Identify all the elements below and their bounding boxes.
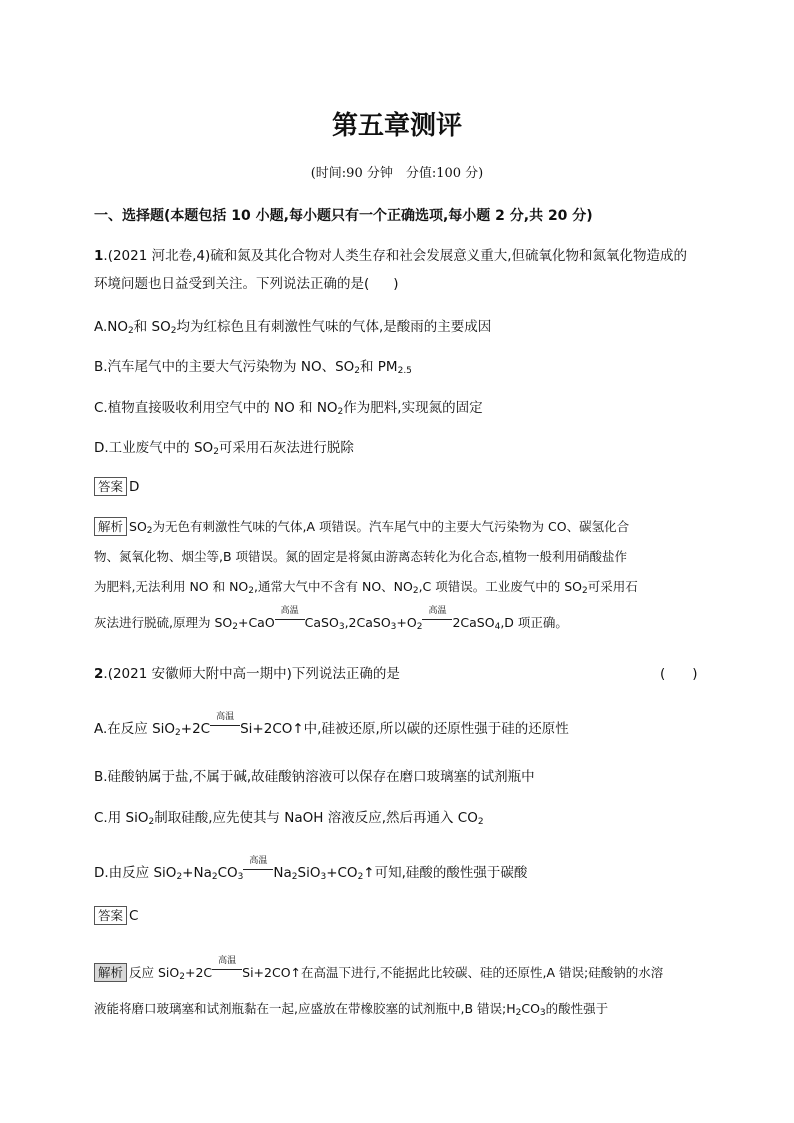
q1-option-b[interactable]: B.汽车尾气中的主要大气污染物为 NO、$SO_2$和 $PM_{2.5}$ [94, 359, 412, 376]
condition-arrow: 高温 [212, 965, 242, 977]
q2-option-a[interactable]: A.在反应 SiO$_2$+2C 高温 Si+2CO↑中,硅被还原,所以碳的还原性强于硅的还原性 [94, 712, 569, 738]
q2-analysis-line2: 液能将磨口玻璃塞和试剂瓶黏在一起,应盛放在带橡胶塞的试剂瓶中,B 错误$;H_2CO_3$的酸性强于 [94, 1001, 609, 1018]
q2-option-d[interactable]: D.由反应 $SiO_2+Na_2CO_3$ 高温 $Na_2SiO_3+CO_2↑$可知,硅酸的酸性强于碳酸 [94, 856, 528, 882]
analysis-tag: 解析 [94, 963, 127, 982]
q2-analysis-line1: 解析 反应 SiO$_2$+2C 高温 Si+2CO↑在高温下进行,不能据此比较碳、硅的还原性,A 错误;硅酸钠的水溶 [94, 963, 663, 982]
q2-answer-paren: ( ) [660, 666, 698, 682]
answer-tag: 答案 [94, 906, 127, 925]
q1-option-d[interactable]: D.工业废气中的 $SO_2$可采用石灰法进行脱除 [94, 440, 354, 457]
section-heading: 一、选择题(本题包括 10 小题,每小题只有一个正确选项,每小题 2 分,共 20 分) [94, 208, 593, 224]
q2-answer: 答案 C [94, 906, 138, 925]
q1-option-a[interactable]: $A.NO_2$和 $SO_2$均为红棕色且有刺激性气味的气体,是酸雨的主要成因 [94, 319, 492, 336]
exam-meta: (时间:90 分钟 分值:100 分) [310, 166, 484, 181]
q2-option-c[interactable]: C.用 SiO$_2$制取硅酸,应先使其与 NaOH 溶液反应,然后再通入 $CO_2$ [94, 810, 484, 827]
q1-option-c[interactable]: C.植物直接吸收利用空气中的 NO 和 $NO_2$作为肥料,实现氮的固定 [94, 400, 483, 417]
q2-stem: 2.(2021 安徽师大附中高一期中)下列说法正确的是 [94, 666, 400, 682]
analysis-tag: 解析 [94, 517, 127, 536]
condition-arrow: 高温 [275, 615, 305, 627]
q2-option-b[interactable]: B.硅酸钠属于盐,不属于碱,故硅酸钠溶液可以保存在磨口玻璃塞的试剂瓶中 [94, 769, 535, 785]
q1-analysis-line3: 为肥料,无法利用 NO 和 $NO_2$,通常大气中不含有 NO、$NO_2,C$ 项错误。工业废气中的 $SO_2$可采用石 [94, 579, 638, 596]
q1-analysis-line2: 物、氮氧化物、烟尘等,B 项错误。氮的固定是将氮由游离态转化为化合态,植物一般利用硝酸盐作 [94, 549, 627, 564]
q1-answer: 答案 D [94, 477, 139, 496]
condition-arrow: 高温 [210, 721, 240, 733]
condition-arrow: 高温 [243, 865, 273, 877]
q1-analysis-line4: 灰法进行脱硫,原理为 $SO_2+CaO$ 高温 $CaSO_3,2CaSO_3+O_2$ 高温 2CaSO$_4$,D 项正确。 [94, 606, 568, 632]
answer-tag: 答案 [94, 477, 127, 496]
q1-analysis-line1: 解析 $SO_2$为无色有刺激性气味的气体,A 项错误。汽车尾气中的主要大气污染物为 CO、碳氢化合 [94, 517, 629, 536]
q1-stem-line2: 环境问题也日益受到关注。下列说法正确的是( ) [94, 276, 399, 292]
condition-arrow: 高温 [422, 615, 452, 627]
page-title: 第五章测评 [331, 111, 462, 141]
q1-stem-line1: 1.(2021 河北卷,4)硫和氮及其化合物对人类生存和社会发展意义重大,但硫氧化物和氮氧化物造成的 [94, 248, 688, 264]
